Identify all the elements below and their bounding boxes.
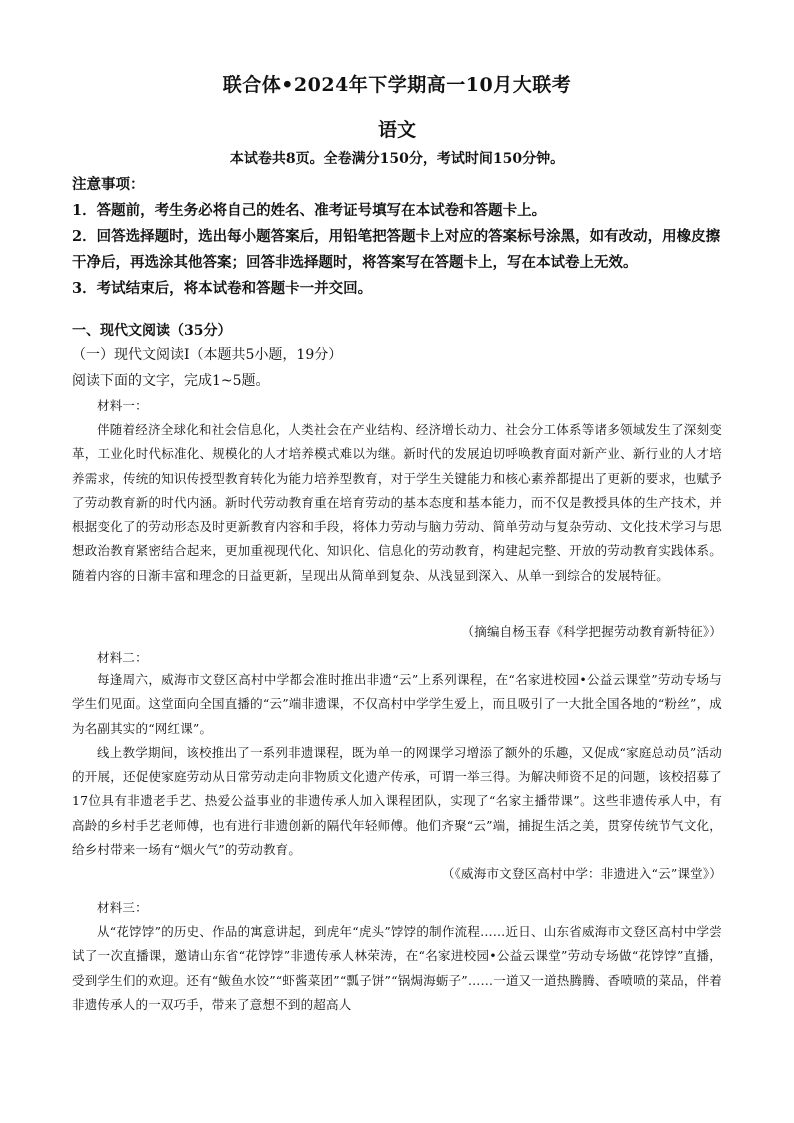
material3-label: 材料三： — [97, 900, 148, 915]
material2-block — [72, 646, 722, 670]
material3-paragraph: 从“花饽饽”的历史、作品的寓意讲起，到虎年“虎头”饽饽的制作流程……近日、山东省威海市文登区高村中学尝试了一次直播课，邀请山东省“花饽饽”非遗传承人林荣涛，在“名家进校园•公益云课堂”劳动专场做“花饽饽”直播，受到学生们的欢迎。还有“鲅鱼水饺”“虾酱菜团”“瓢子饼”“锅焗海蛎子”……一道又一道热腾腾、香喷喷的菜品，伴着非遗传承人的一双巧手，带来了意想不到的超高人 — [72, 924, 722, 1012]
material3-block — [72, 896, 722, 920]
material1-paragraph: 伴随着经济全球化和社会信息化，人类社会在产业结构、经济增长动力、社会分工体系等诸多领域发生了深刻变革，工业化时代标准化、规模化的人才培养模式难以为继。新时代的发展迫切呼唤教育面对新产业、新行业的人才培养需求，传统的知识传授型教育转化为能力培养型教育，对于学生关键能力和核心素养都提出了更新的要求，也赋予了劳动教育新的时代内涵。新时代劳动教育重在培育劳动的基本态度和基本能力，而不仅是教授具体的生产技术，并根据变化了的劳动形态及时更新教育内容和手段，将体力劳动与脑力劳动、简单劳动与复杂劳动、文化技术学习与思想政治教育紧密结合起来，更加重视现代化、知识化、信息化的劳动教育，构建起完整、开放的劳动教育实践体系。随着内容的日渐丰富和理念的日益更新，呈现出从简单到复杂、从浅显到深入、从单一到综合的发展特征。 — [72, 422, 722, 583]
note-item-3: 3．考试结束后，将本试卷和答题卡一并交回。 — [72, 280, 373, 297]
section-heading: 一、现代文阅读（35分） — [72, 323, 232, 339]
material1-source: （摘编自杨玉春《科学把握劳动教育新特征》） — [461, 624, 722, 639]
material2-paragraph-2: 线上教学期间，该校推出了一系列非遗课程，既为单一的网课学习增添了额外的乐趣，又促成“家庭总动员”活动的开展，还促使家庭劳动从日常劳动走向非物质文化遗产传承，可谓一举三得。为解决师资不足的问题，该校招募了17位具有非遗老手艺、热爱公益事业的非遗传承人加入课程团队，实现了“名家主播带课”。这些非遗传承人中，有高龄的乡村手艺老师傅，也有进行非遗创新的隔代年轻师傅。他们齐聚“云”端，捕捉生活之美，贯穿传统节气文化，给乡村带来一场有“烟火气”的劳动教育。 — [72, 744, 722, 858]
notes-block — [72, 172, 722, 302]
material2-label: 材料二： — [97, 650, 148, 665]
reading-instruction: 阅读下面的文字，完成1~5题。 — [72, 373, 270, 389]
note-item-2: 2．回答选择题时，选出每小题答案后，用铅笔把答题卡上对应的答案标号涂黑，如有改动，用橡皮擦干净后，再选涂其他答案；回答非选择题时，将答案写在答题卡上，写在本试卷上无效。 — [72, 228, 721, 271]
material1-body — [72, 418, 722, 588]
exam-title: 联合体•2024年下学期高一10月大联考 — [222, 74, 572, 96]
section-subheading: （一）现代文阅读Ⅰ（本题共5小题，19分） — [72, 347, 343, 363]
material2-paragraph-1: 每逢周六，威海市文登区高村中学都会准时推出非遗“云”上系列课程，在“名家进校园•公益云课堂”劳动专场与学生们见面。这堂面向全国直播的“云”端非遗课，不仅高村中学学生爱上，而且吸引了一大批全国各地的“粉丝”，成为名副其实的“网红课”。 — [72, 672, 722, 736]
note-item-1: 1．答题前，考生务必将自己的姓名、准考证号填写在本试卷和答题卡上。 — [72, 202, 547, 219]
material2-body — [72, 668, 722, 887]
subject-title: 语文 — [377, 119, 416, 141]
material3-body — [72, 920, 722, 1017]
notes-heading: 注意事项： — [72, 176, 145, 193]
material1-source-block — [72, 620, 722, 644]
material1-block — [72, 394, 722, 418]
material2-source: （《威海市文登区高村中学：非遗进入“云”课堂》） — [441, 866, 722, 882]
exam-info: 本试卷共8页。全卷满分150分，考试时间150分钟。 — [229, 151, 565, 167]
material1-label: 材料一： — [97, 398, 148, 413]
